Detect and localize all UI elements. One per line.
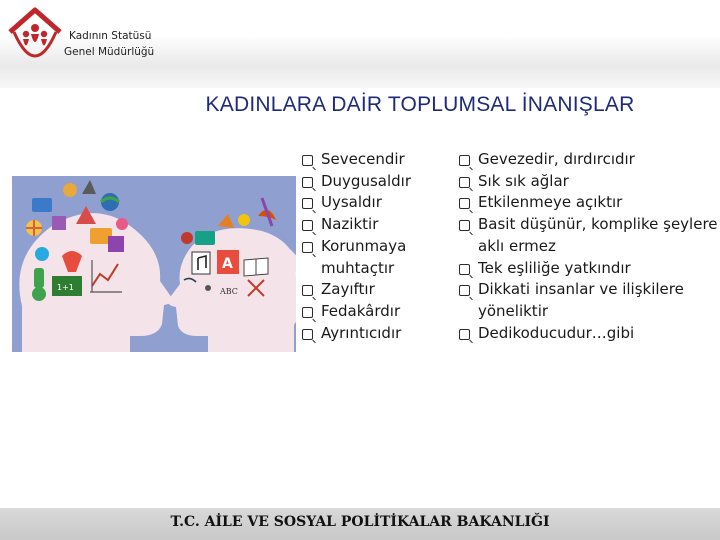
checkbox-bullet-icon — [459, 220, 470, 231]
page-title: KADINLARA DAİR TOPLUMSAL İNANIŞLAR — [205, 93, 635, 116]
list-item: Etkilenmeye açıktır — [458, 192, 720, 214]
checkbox-bullet-icon — [302, 307, 313, 318]
checkbox-bullet-icon — [302, 177, 313, 188]
checkbox-bullet-icon — [302, 220, 313, 231]
list-item: Korunmaya muhtaçtır — [301, 236, 451, 279]
list-item: Basit düşünür, komplike şeylere aklı ermez — [458, 214, 720, 257]
organization-line-1: Kadının Statüsü — [69, 30, 152, 42]
checkbox-bullet-icon — [302, 329, 313, 340]
list-item: Fedakârdır — [301, 301, 451, 323]
checkbox-bullet-icon — [459, 329, 470, 340]
letter-a-label: A — [222, 256, 233, 272]
list-item: Dedikoducudur…gibi — [458, 323, 720, 345]
checkbox-bullet-icon — [302, 242, 313, 253]
list-item: Gevezedir, dırdırcıdır — [458, 149, 720, 171]
abc-label: ABC — [220, 287, 238, 296]
checkbox-bullet-icon — [459, 264, 470, 275]
checkbox-bullet-icon — [459, 155, 470, 166]
checkbox-bullet-icon — [302, 285, 313, 296]
list-item: Naziktir — [301, 214, 451, 236]
score-label: 1+1 — [57, 283, 74, 292]
organization-name — [64, 28, 154, 60]
list-item: Duygusaldır — [301, 171, 451, 193]
list-item: Dikkati insanlar ve ilişkilere yöneliktir — [458, 279, 720, 322]
checkbox-bullet-icon — [302, 155, 313, 166]
left-beliefs-list — [301, 149, 451, 344]
list-item: Ayrıntıcıdır — [301, 323, 451, 345]
checkbox-bullet-icon — [302, 198, 313, 209]
footer-ministry-name: T.C. AİLE VE SOSYAL POLİTİKALAR BAKANLIĞI — [170, 514, 550, 530]
ministry-logo-icon — [6, 6, 64, 70]
illustration — [12, 176, 296, 352]
list-item: Sevecendir — [301, 149, 451, 171]
checkbox-bullet-icon — [459, 177, 470, 188]
list-item: Zayıftır — [301, 279, 451, 301]
list-item: Tek eşliliğe yatkındır — [458, 258, 720, 280]
list-item: Uysaldır — [301, 192, 451, 214]
list-item: Sık sık ağlar — [458, 171, 720, 193]
right-beliefs-list — [458, 149, 720, 344]
heads-illustration-image — [12, 176, 296, 352]
organization-line-2: Genel Müdürlüğü — [64, 46, 155, 58]
checkbox-bullet-icon — [459, 198, 470, 209]
checkbox-bullet-icon — [459, 285, 470, 296]
